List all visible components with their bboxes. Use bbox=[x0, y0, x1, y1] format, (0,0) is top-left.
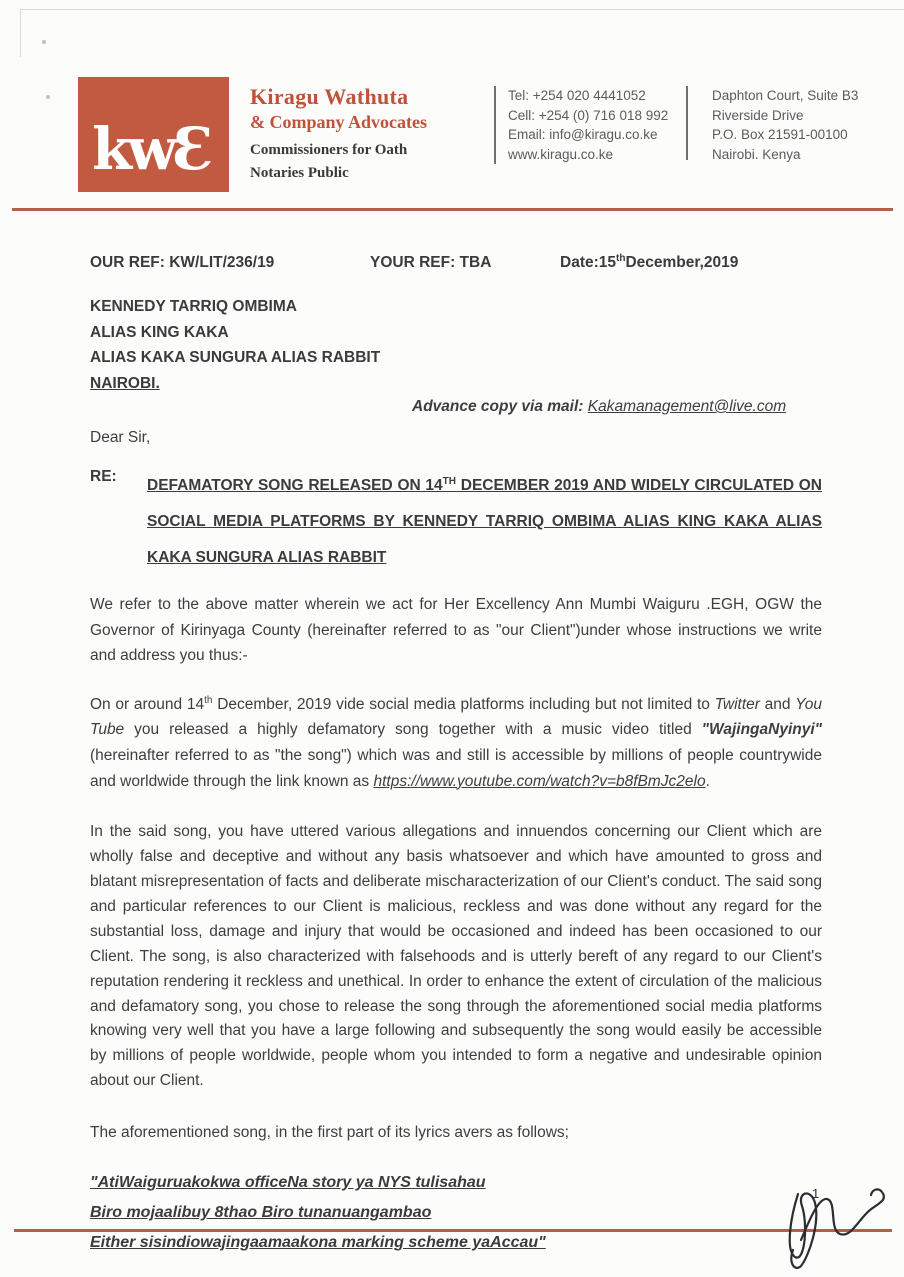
recipient-block bbox=[90, 294, 822, 396]
re-part1: DEFAMATORY SONG RELEASED ON 14 bbox=[147, 477, 443, 494]
firm-identity bbox=[250, 84, 427, 182]
paragraph-4: The aforementioned song, in the first part of its lyrics avers as follows; bbox=[90, 1124, 569, 1142]
lyric-text: Either sisindiowajingaamaakona marking scheme yaAccau" bbox=[90, 1233, 546, 1251]
paragraph-2 bbox=[90, 692, 822, 794]
advance-copy-label: Advance copy via mail: bbox=[412, 398, 588, 415]
re-subject-text bbox=[147, 468, 822, 576]
recipient-city: NAIROBI. bbox=[90, 374, 160, 392]
advance-copy-email: Kakamanagement@live.com bbox=[587, 398, 787, 415]
letterhead bbox=[0, 0, 904, 214]
p2-ordinal: th bbox=[204, 694, 213, 706]
your-ref: YOUR REF: TBA bbox=[370, 254, 492, 271]
firm-web: www.kiragu.co.ke bbox=[508, 146, 614, 162]
letter-body bbox=[0, 254, 904, 1258]
re-label: RE: bbox=[90, 468, 117, 485]
footer-rule bbox=[14, 1229, 892, 1232]
paragraph-3: In the said song, you have uttered various allegations and innuendos concerning our Client which are wholly false and deceptive and without any basis whatsoever and which have amounted to gross and blatant misrepresentation of facts and deliberate mischaracterization of our Client's conduct. The said song and particular references to our Client is malicious, reckless and was done without any regard for the substantial loss, damage and injury that would be occasioned and indeed has been occasioned to our Client. The song, is also characterized with falsehoods and is utterly bereft of any regard to our Client's reputation rendering it reckless and unethical. In order to enhance the extent of circulation of the malicious and defamatory song, you chose to release the song through the aforementioned social media platforms knowing very well that you have a large following and subsequently the song would easily be accessible by millions of people worldwide, people whom you intended to form a negative and undesirable opinion about our Client. bbox=[90, 823, 822, 1090]
p2-twitter: Twitter bbox=[714, 695, 760, 713]
p2-text: (hereinafter referred to as "the song") which was and still is accessible by millions of people countrywide and worldwide through the link known as bbox=[90, 746, 822, 790]
quoted-lyrics bbox=[90, 1168, 822, 1258]
firm-logo bbox=[78, 77, 229, 192]
lyric-line bbox=[90, 1228, 822, 1258]
date-ordinal: th bbox=[616, 252, 626, 264]
firm-subtitle: Notaries Public bbox=[250, 165, 349, 181]
header-rule bbox=[12, 208, 893, 211]
header-divider bbox=[494, 86, 496, 164]
advance-copy-line bbox=[90, 398, 822, 416]
p2-text: and bbox=[759, 695, 796, 713]
page-number: 1 bbox=[812, 1186, 820, 1201]
salutation: Dear Sir, bbox=[90, 429, 151, 446]
our-ref: OUR REF: KW/LIT/236/19 bbox=[90, 254, 275, 271]
paragraph-1: We refer to the above matter wherein we act for Her Excellency Ann Mumbi Waiguru .EGH, OGW the Governor of Kirinyaga County (hereinafter referred to as "our Client")under whose instructions we write and address you thus:- bbox=[90, 596, 822, 665]
lyric-text: "AtiWaiguruakokwa officeNa story ya NYS tulisahau bbox=[90, 1173, 486, 1191]
letter-date bbox=[560, 254, 738, 272]
address-line: P.O. Box 21591-00100 bbox=[712, 127, 848, 142]
lyric-text: Biro mojaalibuy 8thao Biro tunanuangambao bbox=[90, 1203, 432, 1221]
handwritten-signature-icon bbox=[768, 1178, 898, 1274]
firm-name: Kiragu Wathuta bbox=[250, 84, 409, 109]
lyric-line bbox=[90, 1168, 822, 1198]
date-prefix: Date:15 bbox=[560, 254, 616, 271]
p2-text: On or around 14 bbox=[90, 695, 205, 713]
youtube-link: https://www.youtube.com/watch?v=b8fBmJc2elo bbox=[373, 772, 706, 790]
subject-heading bbox=[90, 468, 822, 576]
p2-text: . bbox=[705, 772, 710, 790]
address-line: Nairobi. Kenya bbox=[712, 146, 801, 162]
re-part2: DECEMBER 2019 AND WIDELY CIRCULATED ON SOCIAL MEDIA PLATFORMS BY KENNEDY TARRIQ OMBIMA ALIAS KING KAKA ALIAS KAKA SUNGURA ALIAS RABBIT bbox=[147, 477, 822, 566]
firm-address bbox=[712, 86, 858, 164]
firm-email: Email: info@kiragu.co.ke bbox=[508, 127, 658, 142]
date-rest: December,2019 bbox=[625, 254, 739, 271]
firm-cell: Cell: +254 (0) 716 018 992 bbox=[508, 107, 669, 123]
recipient-alias: ALIAS KING KAKA bbox=[90, 323, 229, 341]
firm-logo-text: kwƐ bbox=[92, 115, 209, 183]
firm-contact bbox=[508, 86, 668, 164]
lyric-line bbox=[90, 1198, 822, 1228]
p2-text: December, 2019 vide social media platforms including but not limited to bbox=[212, 695, 715, 713]
firm-suffix: & Company Advocates bbox=[250, 112, 428, 132]
p2-text: you released a highly defamatory song together with a music video titled bbox=[124, 721, 702, 739]
firm-tel: Tel: +254 020 4441052 bbox=[508, 88, 646, 103]
re-ordinal: TH bbox=[442, 475, 457, 487]
address-line: Daphton Court, Suite B3 bbox=[712, 88, 859, 103]
song-title: "WajingaNyinyi" bbox=[701, 721, 822, 739]
recipient-alias: ALIAS KAKA SUNGURA ALIAS RABBIT bbox=[90, 349, 381, 366]
address-line: Riverside Drive bbox=[712, 107, 804, 123]
reference-line bbox=[90, 254, 822, 272]
firm-subtitle: Commissioners for Oath bbox=[250, 142, 408, 158]
p2-youtube: You Tube bbox=[90, 695, 822, 739]
recipient-name: KENNEDY TARRIQ OMBIMA bbox=[90, 298, 297, 315]
header-divider bbox=[686, 86, 688, 160]
